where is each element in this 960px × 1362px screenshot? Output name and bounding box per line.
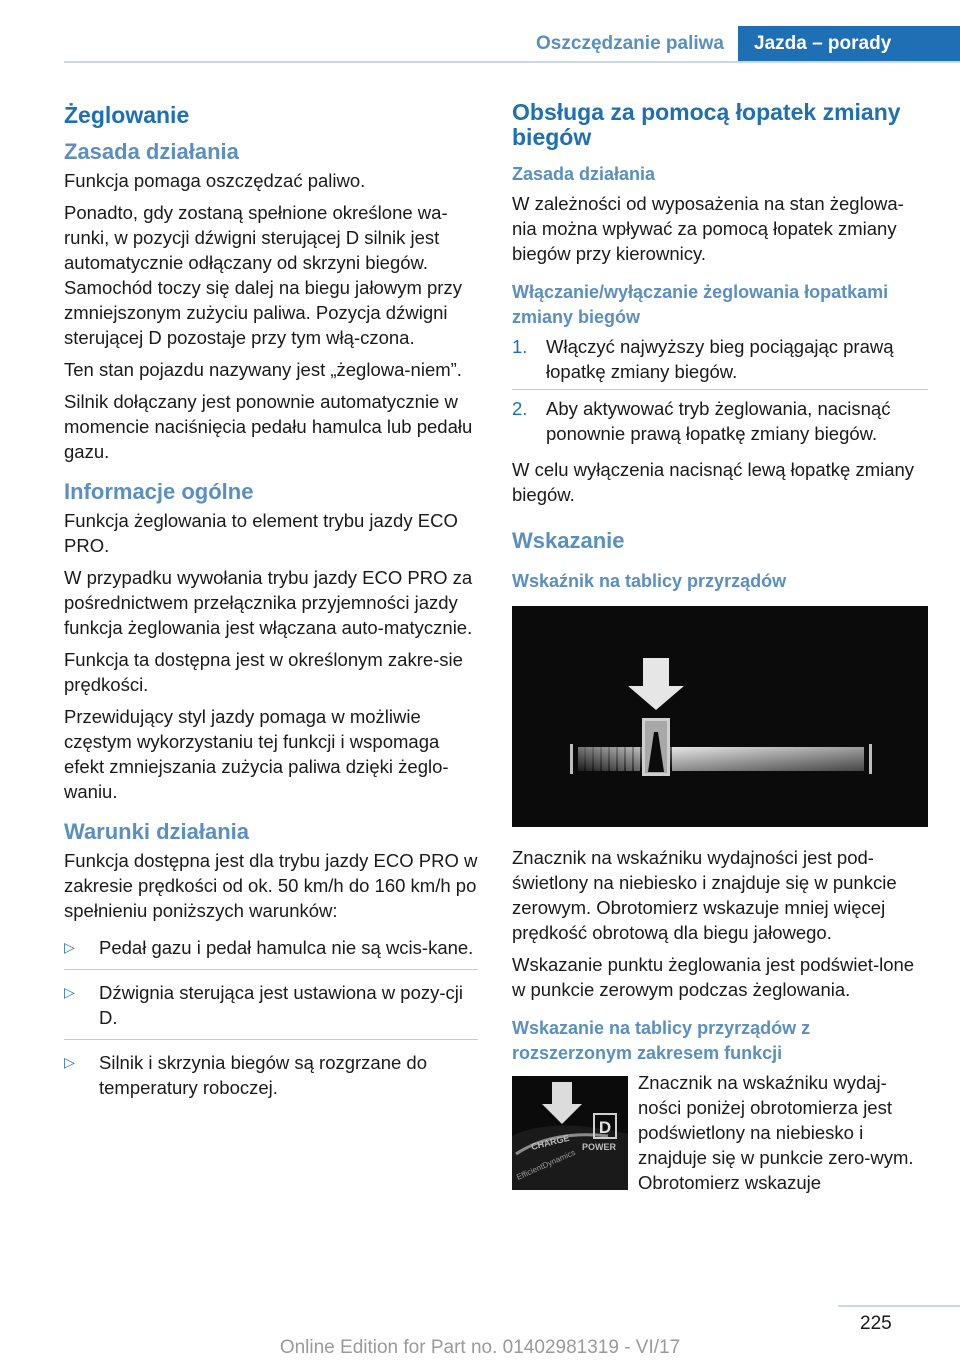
heading-principle: Zasada działania — [64, 139, 239, 164]
paragraph: W zależności od wyposażenia na stan żeglowa-nia można wpływać za pomocą łopatek zmiany biegów przy kierownicy. — [512, 193, 904, 264]
heading-display: Wskazanie — [512, 528, 625, 553]
right-column — [512, 99, 928, 1193]
paragraph: Silnik dołączany jest ponownie automatycznie w momencie naciśnięcia pedału hamulca lub pedału gazu. — [64, 391, 473, 462]
gear-indicator-label: D — [598, 1118, 612, 1137]
list-item: ▷ Pedał gazu i pedał hamulca nie są wcis-kane. — [64, 935, 478, 970]
efficiency-gauge-image — [512, 606, 928, 827]
paragraph: W celu wyłączenia nacisnąć lewą łopatkę zmiany biegów. — [512, 459, 915, 505]
brand-label: EfficientDynamics — [515, 1147, 577, 1182]
left-column — [64, 100, 478, 1119]
page-number: 225 — [860, 1313, 892, 1334]
footer-rule — [838, 1305, 960, 1307]
paragraph: Ten stan pojazdu nazywany jest „żeglowa-niem”. — [64, 359, 462, 380]
triangle-bullet-icon: ▷ — [64, 939, 75, 955]
list-item: ▷ Silnik i skrzynia biegów są rozgrzane do temperatury roboczej. — [64, 1052, 428, 1098]
section-title-paddles: Obsługa za pomocą łopatek zmiany biegów — [512, 99, 901, 150]
paragraph: Przewidujący styl jazdy pomaga w możliwie częstym wykorzystaniu tej funkcji i wspomaga efekt zmniejszania zużycia paliwa dzięki żeglo-waniu. — [64, 706, 449, 802]
subheading-instrument-panel: Wskaźnik na tablicy przyrządów — [512, 571, 787, 591]
list-item: 1. Włączyć najwyższy bieg pociągając prawą łopatkę zmiany biegów. — [512, 334, 928, 390]
paragraph: Funkcja pomaga oszczędzać paliwo. — [64, 170, 366, 191]
subheading-extended-panel: Wskazanie na tablicy przyrządów z rozszerzonym zakresem funkcji — [512, 1018, 811, 1063]
footer-edition: Online Edition for Part no. 01402981319 - VI/17 — [279, 1337, 681, 1358]
paragraph: Funkcja ta dostępna jest w określonym zakre-sie prędkości. — [64, 649, 463, 695]
list-item: 2. Aby aktywować tryb żeglowania, nacisnąć ponownie prawą łopatkę zmiany biegów. — [512, 398, 891, 444]
power-label: POWER — [582, 1142, 617, 1152]
charge-label: CHARGE — [530, 1132, 571, 1152]
paragraph: Funkcja żeglowania to element trybu jazdy ECO PRO. — [64, 510, 458, 556]
header-rule — [64, 61, 960, 63]
list-item: ▷ Dźwignia sterująca jest ustawiona w pozy-cji D. — [64, 980, 478, 1040]
extended-panel-block — [512, 1070, 928, 1193]
header-section-tab: Oszczędzanie paliwa — [506, 26, 738, 62]
heading-conditions: Warunki działania — [64, 819, 250, 844]
header-chapter-tab: Jazda – porady — [738, 26, 960, 62]
steps-list — [512, 334, 928, 451]
subheading-principle: Zasada działania — [512, 164, 656, 184]
triangle-bullet-icon: ▷ — [64, 1054, 75, 1070]
extended-gauge-image — [512, 1076, 628, 1190]
triangle-bullet-icon: ▷ — [64, 984, 75, 1000]
section-title-sailing: Żeglowanie — [64, 102, 190, 128]
subheading-on-off: Włączanie/wyłączanie żeglowania łopatkami zmiany biegów — [512, 282, 889, 327]
paragraph: W przypadku wywołania trybu jazdy ECO PRO za pośrednictwem przełącznika przyjemności jazdy funkcja żeglowania jest włączana auto-matycznie. — [64, 567, 473, 638]
conditions-list — [64, 935, 478, 1109]
paragraph: Wskazanie punktu żeglowania jest podświet-lone w punkcie zerowym podczas żeglowania. — [512, 954, 915, 1000]
paragraph: Znacznik na wskaźniku wydajności jest pod-świetlony na niebiesko i znajduje się w punkcie zerowym. Obrotomierz wskazuje mniej więcej prędkość obrotową dla biegu jałowego. — [512, 847, 897, 943]
paragraph: Znacznik na wskaźniku wydaj-ności poniżej obrotomierza jest podświetlony na niebiesko i znajduje się w punkcie zero-wym. Obrotomierz wskazuje — [638, 1072, 914, 1193]
paragraph: Funkcja dostępna jest dla trybu jazdy ECO PRO w zakresie prędkości od ok. 50 km/h do 160 km/h po spełnieniu poniższych warunków: — [64, 850, 478, 921]
extended-panel-text — [638, 1070, 928, 1202]
heading-general-info: Informacje ogólne — [64, 479, 254, 504]
paragraph: Ponadto, gdy zostaną spełnione określone wa-runki, w pozycji dźwigni sterującej D silnik jest automatycznie odłączany od skrzyni biegów. Samochód toczy się dalej na biegu jałowym przy zmniejszonym zużyciu paliwa. Pozycja dźwigni sterującej D pozostaje przy tym włą-czona. — [64, 202, 462, 348]
